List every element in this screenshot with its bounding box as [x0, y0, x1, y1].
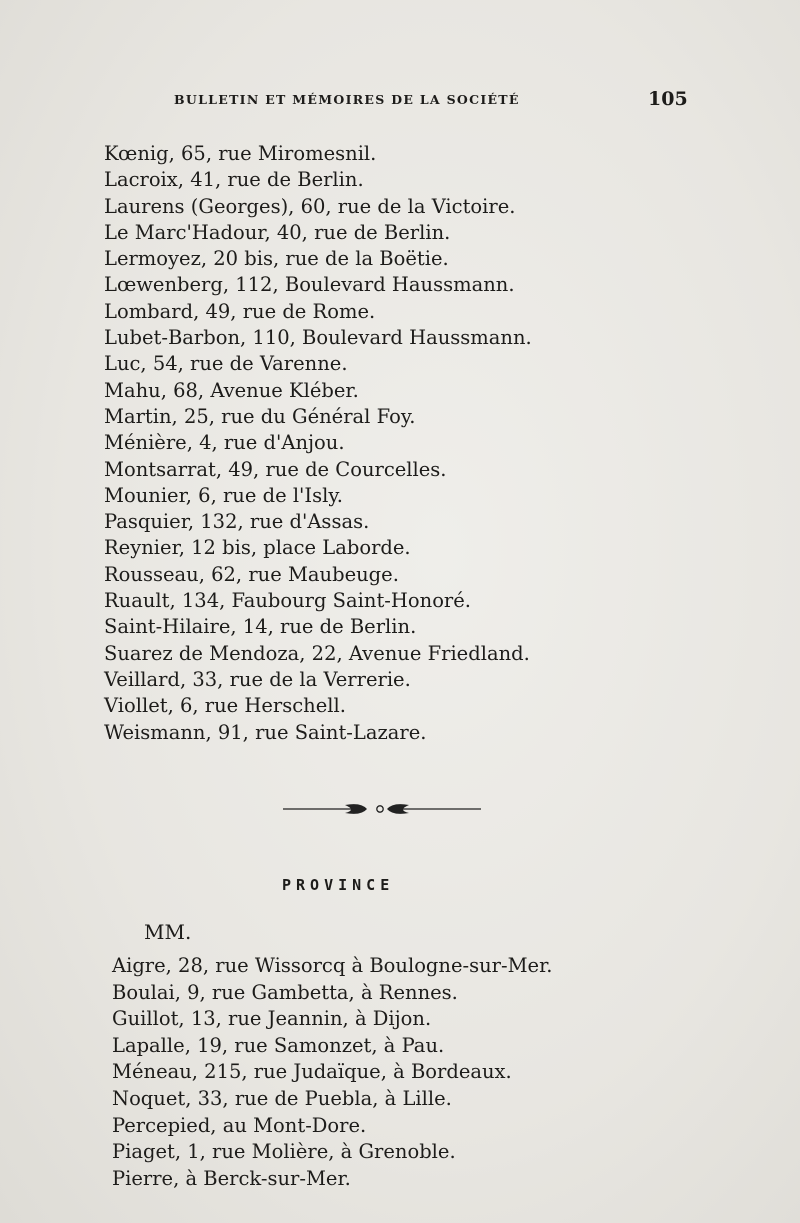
member-entry: Laurens (Georges), 60, rue de la Victoire.: [104, 194, 516, 218]
member-entry: Lœwenberg, 112, Boulevard Haussmann.: [104, 273, 515, 297]
member-entry: Aigre, 28, rue Wissorcq à Boulogne-sur-Mer.: [112, 954, 553, 977]
member-entry: Veillard, 33, rue de la Verrerie.: [104, 667, 411, 691]
member-entry: Pasquier, 132, rue d'Assas.: [104, 510, 370, 534]
member-entry: Montsarrat, 49, rue de Courcelles.: [104, 457, 447, 481]
province-member-list: [112, 953, 552, 1192]
member-entry: Mahu, 68, Avenue Kléber.: [104, 378, 359, 402]
member-entry: Rousseau, 62, rue Maubeuge.: [104, 562, 399, 586]
member-entry: Lacroix, 41, rue de Berlin.: [104, 168, 364, 192]
province-heading: PROVINCE: [282, 876, 395, 894]
member-entry: Lombard, 49, rue de Rome.: [104, 299, 376, 323]
member-entry: Pierre, à Berck-sur-Mer.: [112, 1166, 351, 1190]
ornament-center-dot: [377, 806, 383, 812]
member-entry: Lapalle, 19, rue Samonzet, à Pau.: [112, 1033, 445, 1057]
salutation: MM.: [144, 920, 192, 944]
member-entry: Reynier, 12 bis, place Laborde.: [104, 536, 411, 560]
member-entry: Luc, 54, rue de Varenne.: [104, 352, 348, 376]
member-entry: Piaget, 1, rue Molière, à Grenoble.: [112, 1140, 456, 1164]
member-entry: Kœnig, 65, rue Miromesnil.: [104, 142, 377, 165]
member-entry: Lermoyez, 20 bis, rue de la Boëtie.: [104, 247, 449, 271]
running-head: BULLETIN ET MÉMOIRES DE LA SOCIÉTÉ: [174, 92, 520, 107]
member-entry: Martin, 25, rue du Général Foy.: [104, 404, 416, 428]
member-entry: Méneau, 215, rue Judaïque, à Bordeaux.: [112, 1060, 512, 1084]
member-entry: Ruault, 134, Faubourg Saint-Honoré.: [104, 589, 471, 613]
member-entry: Percepied, au Mont-Dore.: [112, 1113, 367, 1137]
ornament-divider: [283, 798, 483, 820]
member-entry: Boulai, 9, rue Gambetta, à Rennes.: [112, 980, 458, 1004]
page-number: 105: [648, 88, 688, 110]
member-entry: Saint-Hilaire, 14, rue de Berlin.: [104, 615, 417, 639]
member-entry: Noquet, 33, rue de Puebla, à Lille.: [112, 1086, 452, 1110]
member-entry: Suarez de Mendoza, 22, Avenue Friedland.: [104, 641, 530, 665]
member-entry: Ménière, 4, rue d'Anjou.: [104, 431, 345, 455]
member-entry: Guillot, 13, rue Jeannin, à Dijon.: [112, 1007, 432, 1031]
member-entry: Mounier, 6, rue de l'Isly.: [104, 483, 343, 507]
member-entry: Lubet-Barbon, 110, Boulevard Haussmann.: [104, 326, 532, 350]
member-entry: Viollet, 6, rue Herschell.: [104, 694, 346, 718]
paris-member-list: [104, 141, 532, 746]
member-entry: Le Marc'Hadour, 40, rue de Berlin.: [104, 220, 451, 244]
member-entry: Weismann, 91, rue Saint-Lazare.: [104, 720, 427, 744]
